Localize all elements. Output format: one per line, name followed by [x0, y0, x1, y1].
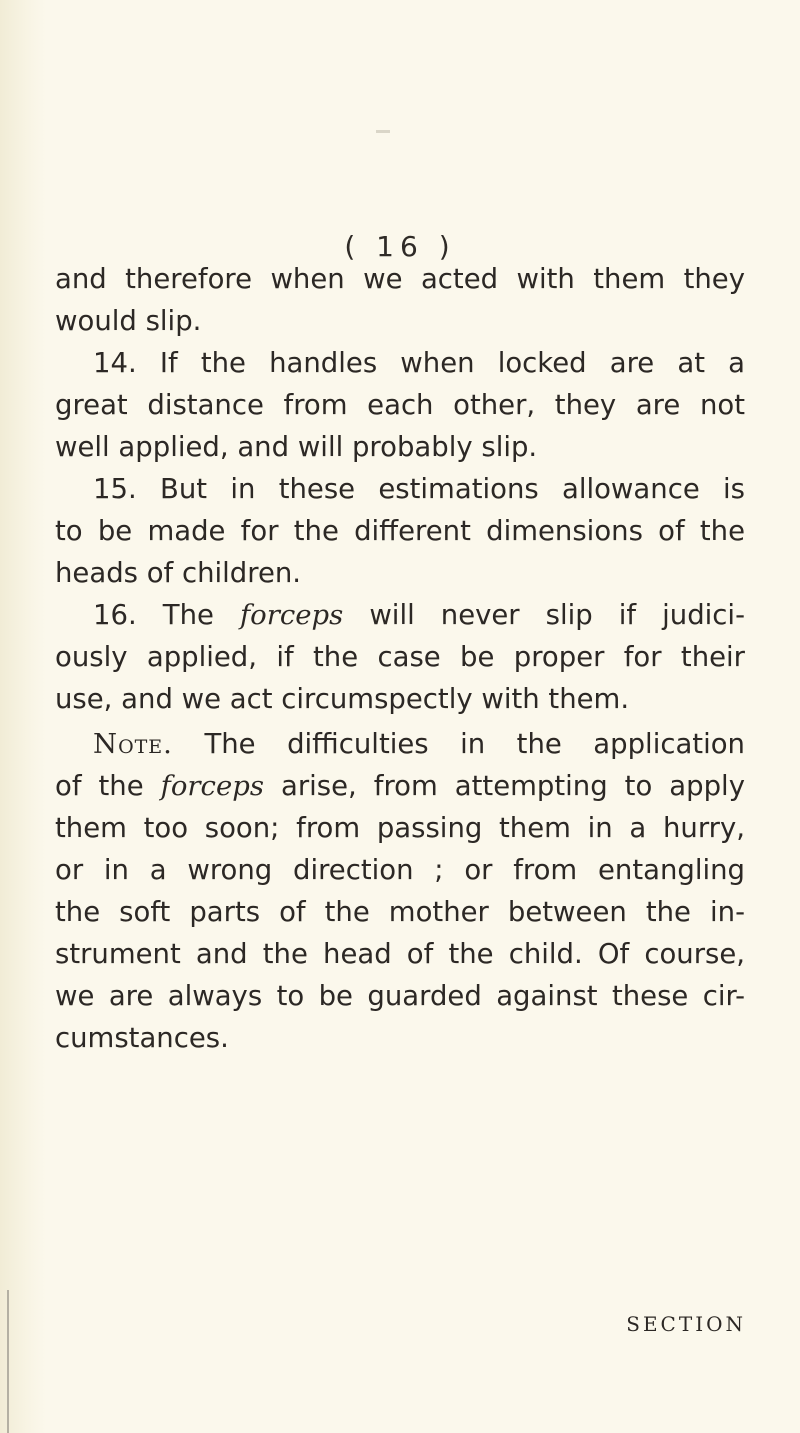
- text-run: will never slip if judici-: [369, 599, 745, 631]
- text-run: of the: [55, 770, 144, 802]
- text-run: arise, from attempting to apply: [280, 770, 745, 802]
- text-line: them too soon; from passing them in a hurry,: [55, 812, 745, 844]
- text-line: heads of children.: [55, 557, 302, 589]
- text-line: well applied, and will probably slip.: [55, 431, 538, 463]
- text-line: strument and the head of the child. Of course,: [55, 938, 745, 970]
- note-label: Note.: [93, 728, 173, 760]
- catchword: SECTION: [626, 1312, 746, 1336]
- text-line: [55, 723, 745, 765]
- text-line: we are always to be guarded against these cir-: [55, 980, 745, 1012]
- text-line: the soft parts of the mother between the in-: [55, 896, 745, 928]
- text-line: use, and we act circumspectly with them.: [55, 683, 630, 715]
- body-text: [55, 258, 745, 1059]
- text-line: would slip.: [55, 305, 202, 337]
- text-line: 15. But in these estimations allowance is: [93, 473, 745, 505]
- text-run: 16. The: [93, 599, 214, 631]
- text-run: The difficulties in the application: [204, 728, 745, 760]
- page-number-header: ( 16 ): [344, 230, 456, 263]
- italic-term: forceps: [160, 770, 264, 802]
- text-line: cumstances.: [55, 1022, 229, 1054]
- text-line: [55, 594, 745, 636]
- text-line: [55, 765, 745, 807]
- page-edge-shading: [0, 0, 46, 1433]
- text-line: great distance from each other, they are not: [55, 389, 745, 421]
- paper-speck: [376, 130, 390, 133]
- text-line: or in a wrong direction ; or from entangling: [55, 854, 745, 886]
- text-line: ously applied, if the case be proper for their: [55, 641, 745, 673]
- text-line: to be made for the different dimensions of the: [55, 515, 745, 547]
- text-line: and therefore when we acted with them they: [55, 263, 745, 295]
- text-line: 14. If the handles when locked are at a: [93, 347, 745, 379]
- italic-term: forceps: [239, 599, 344, 631]
- binding-line: [7, 1290, 9, 1433]
